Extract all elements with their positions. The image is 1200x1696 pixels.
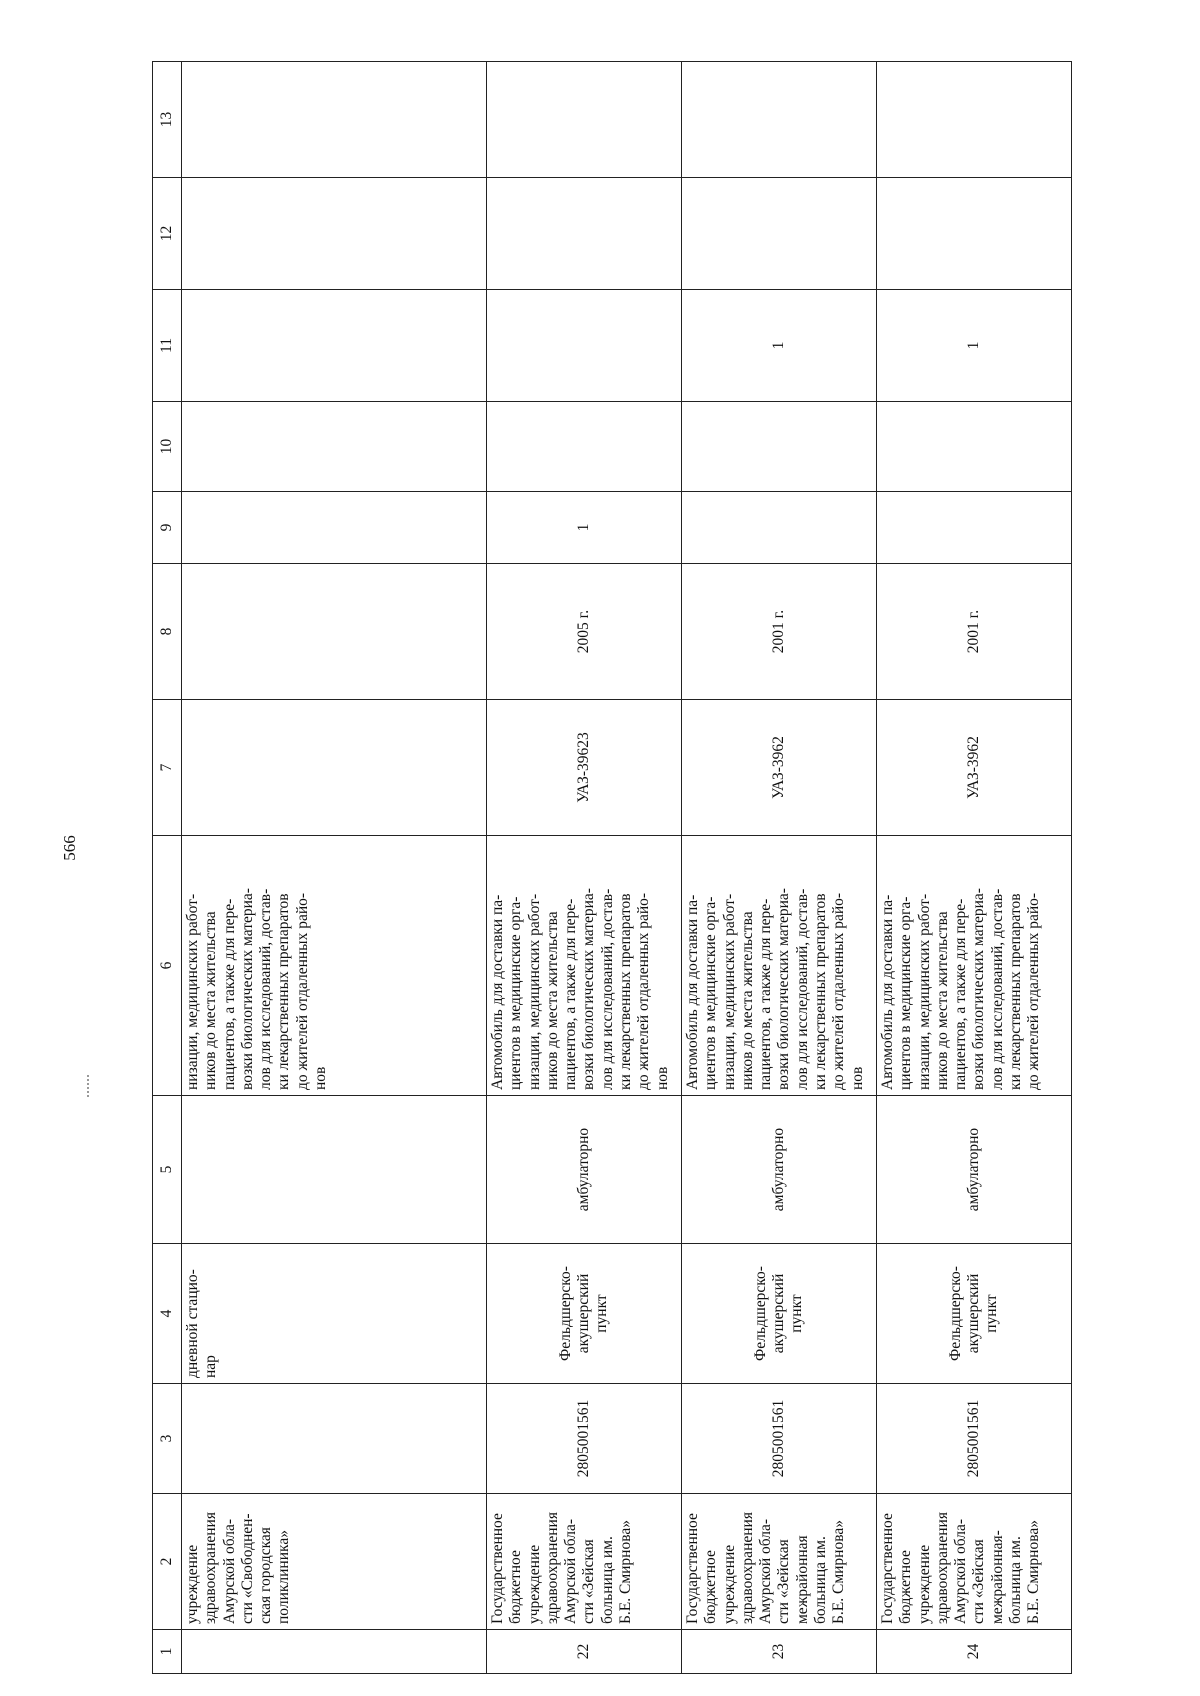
col-header-8: 8 [153, 564, 182, 700]
cell-col-9 [182, 492, 487, 564]
cell-col-12 [487, 178, 682, 290]
inn-code: 2805001561 [487, 1384, 682, 1494]
cell-col-9 [877, 492, 1072, 564]
rotated-table-container [152, 62, 1048, 1674]
col-header-4: 4 [153, 1244, 182, 1384]
cell-col-12 [182, 178, 487, 290]
care-mode: амбулаторно [682, 1096, 877, 1244]
col-header-2: 2 [153, 1494, 182, 1630]
vehicle-model [182, 700, 487, 836]
row-number: 22 [487, 1630, 682, 1674]
cell-col-13 [182, 62, 487, 178]
inn-code [182, 1384, 487, 1494]
inn-code: 2805001561 [682, 1384, 877, 1494]
cell-col-9 [682, 492, 877, 564]
vehicle-purpose: низации, медицинских работ- ников до места жительства пациентов, а также для пере- возки биологических материа- лов для исследований, достав- ки лекарственных препаратов до жителей отдаленных райо- нов [182, 836, 487, 1096]
col-header-6: 6 [153, 836, 182, 1096]
col-header-11: 11 [153, 290, 182, 402]
vehicle-purpose: Автомобиль для доставки па- циентов в медицинские орга- низации, медицинских работ- ников до места жительства пациентов, а также для пере- возки биологических материа- лов для исследований, достав- ки лекарственных препаратов до жителей отдаленных райо- нов [682, 836, 877, 1096]
vehicle-purpose: Автомобиль для доставки па- циентов в медицинские орга- низации, медицинских работ- ников до места жительства пациентов, а также для пере- возки биологических материа- лов для исследований, достав- ки лекарственных препаратов до жителей отдаленных райо- [877, 836, 1072, 1096]
cell-col-13 [877, 62, 1072, 178]
table-row [487, 62, 682, 1674]
care-mode: амбулаторно [877, 1096, 1072, 1244]
organization-name: учреждение здравоохранения Амурской обла- сти «Свободнен- ская городская поликлиника» [182, 1494, 487, 1630]
col-header-13: 13 [153, 62, 182, 178]
organization-name: Государственное бюджетное учреждение здравоохранения Амурской обла- сти «Зейская больница им. Б.Е. Смирнова» [487, 1494, 682, 1630]
cell-col-13 [487, 62, 682, 178]
unit-type: дневной стацио- нар [182, 1244, 487, 1384]
row-number [182, 1630, 487, 1674]
vehicle-year: 2001 г. [877, 564, 1072, 700]
vehicle-year: 2001 г. [682, 564, 877, 700]
vehicle-year: 2005 г. [487, 564, 682, 700]
care-mode [182, 1096, 487, 1244]
cell-col-10 [682, 402, 877, 492]
organization-name: Государственное бюджетное учреждение здравоохранения Амурской обла- сти «Зейская межрайонная- больница им. Б.Е. Смирнова» [877, 1494, 1072, 1630]
col-header-9: 9 [153, 492, 182, 564]
inn-code: 2805001561 [877, 1384, 1072, 1494]
cell-col-10 [877, 402, 1072, 492]
col-header-10: 10 [153, 402, 182, 492]
vehicle-table [152, 61, 1072, 1674]
cell-col-11: 1 [682, 290, 877, 402]
col-header-1: 1 [153, 1630, 182, 1674]
unit-type: Фельдшерско- акушерский пункт [877, 1244, 1072, 1384]
cell-col-11: 1 [877, 290, 1072, 402]
vehicle-model: УАЗ-39623 [487, 700, 682, 836]
cell-col-12 [682, 178, 877, 290]
row-number: 24 [877, 1630, 1072, 1674]
table-row [682, 62, 877, 1674]
cell-col-12 [877, 178, 1072, 290]
unit-type: Фельдшерско- акушерский пункт [487, 1244, 682, 1384]
cell-col-11 [182, 290, 487, 402]
col-header-5: 5 [153, 1096, 182, 1244]
organization-name: Государственное бюджетное учреждение здравоохранения Амурской обла- сти «Зейская межрайонная больница им. Б.Е. Смирнова» [682, 1494, 877, 1630]
table-row [877, 62, 1072, 1674]
unit-type: Фельдшерско- акушерский пункт [682, 1244, 877, 1384]
cell-col-10 [487, 402, 682, 492]
cell-col-11 [487, 290, 682, 402]
cell-col-9: 1 [487, 492, 682, 564]
col-header-7: 7 [153, 700, 182, 836]
scan-mark [87, 1075, 91, 1097]
col-header-3: 3 [153, 1384, 182, 1494]
column-number-header [153, 62, 182, 1674]
vehicle-year [182, 564, 487, 700]
care-mode: амбулаторно [487, 1096, 682, 1244]
cell-col-13 [682, 62, 877, 178]
row-number: 23 [682, 1630, 877, 1674]
vehicle-model: УАЗ-3962 [682, 700, 877, 836]
cell-col-10 [182, 402, 487, 492]
vehicle-purpose: Автомобиль для доставки па- циентов в медицинские орга- низации, медицинских работ- ников до места жительства пациентов, а также для пере- возки биологических материа- лов для исследований, достав- ки лекарственных препаратов до жителей отдаленных райо- нов [487, 836, 682, 1096]
page-number: 566 [60, 835, 79, 861]
col-header-12: 12 [153, 178, 182, 290]
vehicle-model: УАЗ-3962 [877, 700, 1072, 836]
table-row [182, 62, 487, 1674]
